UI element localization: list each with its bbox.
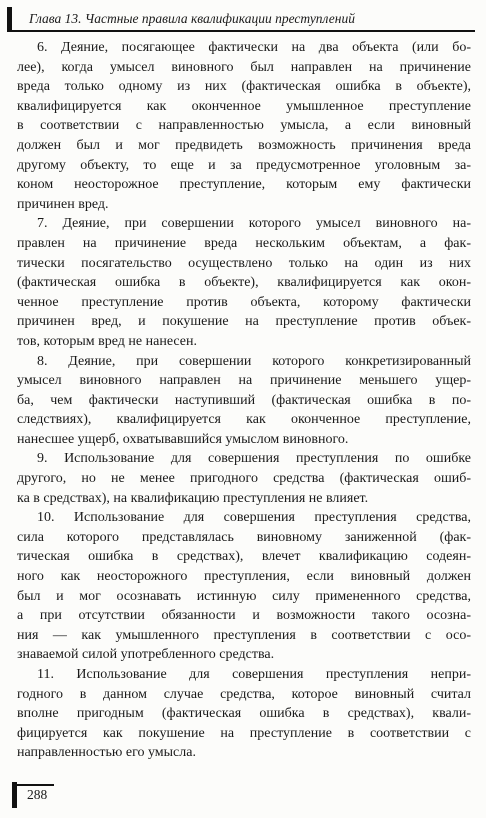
- header-marker-bar: [7, 7, 12, 31]
- paragraph-11: [17, 665, 471, 763]
- text-line: ка в средствах), на квалификацию преступления не влияет.: [17, 490, 369, 506]
- text-line: сила которого представлялась виновному заниженной (фак-: [17, 529, 471, 545]
- chapter-title: Глава 13. Частные правила квалификации преступлений: [29, 11, 355, 26]
- text-line: ба, чем фактически наступивший (фактическая ошибка в по-: [17, 392, 471, 408]
- text-line: должен был и мог предвидеть возможность причинения вреда: [17, 137, 471, 153]
- text-line: лее), когда умысел виновного был направлен на причинение: [17, 59, 471, 75]
- text-line: другого, но не менее пригодного средства (фактическая ошиб-: [17, 471, 471, 487]
- page-number: 288: [27, 787, 48, 802]
- text-line: следствиях), квалифицируется как оконченное преступление,: [17, 412, 471, 428]
- text-line: а при отсутствии обязанности и возможности такого осозна-: [17, 608, 471, 624]
- text-line: в соответствии с направленностью умысла, а если виновный: [17, 118, 471, 134]
- text-line: 11. Использование для совершения преступления непри-: [37, 667, 471, 682]
- text-line: нанесшее ущерб, охватывавшийся умыслом виновного.: [17, 431, 349, 447]
- text-line: вреда только одному из них (фактическая ошибка в объекте),: [17, 79, 471, 95]
- text-line: годного в данном случае средства, которое виновный считал: [17, 686, 471, 702]
- text-line: 8. Деяние, при совершении которого конкретизированный: [37, 353, 471, 369]
- text-line: умысел виновного направлен на причинение меньшего ущер-: [17, 373, 471, 389]
- text-line: тическая ошибка в средствах), влечет квалификацию содеян-: [17, 549, 471, 565]
- text-line: ного как неосторожного преступления, если виновный должен: [17, 569, 471, 585]
- running-header: [7, 6, 477, 32]
- text-line: 10. Использование для совершения преступления средства,: [37, 510, 471, 526]
- text-line: 6. Деяние, посягающее фактически на два объекта (или бо-: [37, 40, 471, 55]
- paragraph-9: [17, 449, 471, 508]
- text-line: причинен вред, и покушение на преступление против объек-: [17, 314, 471, 330]
- header-rule: [7, 30, 475, 32]
- footer-rule: [12, 784, 54, 786]
- text-line: направленностью его умысла.: [17, 745, 196, 761]
- paragraph-10: [17, 508, 471, 665]
- page-body: [17, 38, 471, 763]
- text-line: тов, которым вред не нанесен.: [17, 333, 197, 349]
- text-line: 9. Использование для совершения преступления по ошибке: [37, 451, 471, 467]
- text-line: другому объекту, то еще и за предусмотренное уголовным за-: [17, 157, 471, 173]
- paragraph-8: [17, 352, 471, 450]
- text-line: 7. Деяние, при совершении которого умысел виновного на-: [37, 216, 471, 232]
- text-line: тически посягательство осуществлено только на один из них: [17, 255, 471, 271]
- text-line: фицируется как покушение на преступление в соответствии с: [17, 725, 471, 741]
- text-line: ния — как умышленного преступления в соответствии с осо-: [17, 627, 471, 643]
- text-line: квалифицируется как оконченное умышленное преступление: [17, 98, 471, 114]
- paragraph-7: [17, 214, 471, 351]
- text-line: правлен на причинение вреда нескольким объектам, а фак-: [17, 235, 471, 251]
- text-line: причинен вред.: [17, 196, 109, 212]
- footer-marker-bar: [12, 782, 17, 808]
- text-line: (фактическая ошибка в объекте), квалифицируется как окон-: [17, 275, 471, 291]
- text-line: ченное преступление против объекта, которому фактически: [17, 294, 471, 310]
- paragraph-6: [17, 38, 471, 214]
- text-line: знаваемой силой употребленного средства.: [17, 647, 275, 663]
- page-footer: [12, 782, 72, 808]
- text-line: был и мог осознавать истинную силу примененного средства,: [17, 588, 471, 604]
- text-line: коном неосторожное преступление, которым ему фактически: [17, 177, 471, 193]
- text-line: вполне пригодным (фактическая ошибка в средствах), квали-: [17, 706, 471, 722]
